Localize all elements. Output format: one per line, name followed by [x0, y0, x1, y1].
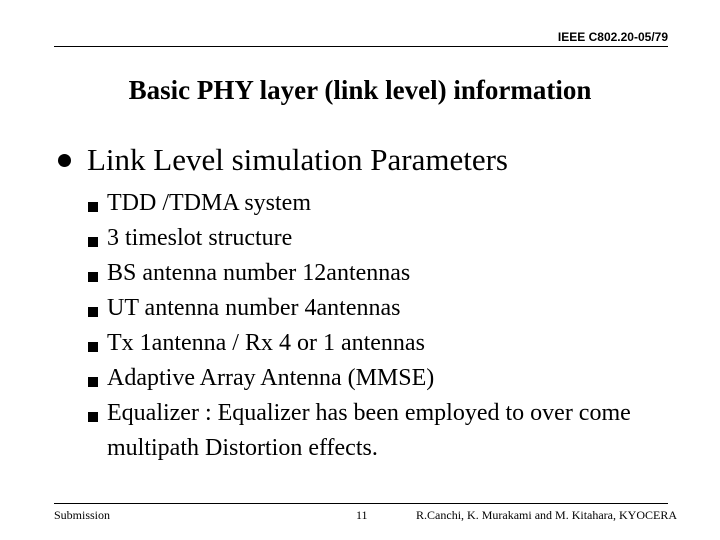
list-item [88, 291, 648, 326]
slide-title: Basic PHY layer (link level) information [128, 75, 592, 105]
list-item-text: Adaptive Array Antenna (MMSE) [107, 365, 435, 391]
square-bullet-icon [88, 342, 98, 352]
page-number: 11 [356, 508, 368, 522]
list-item-text: 3 timeslot structure [107, 225, 293, 251]
square-bullet-icon [88, 307, 98, 317]
list-item-text: Equalizer : Equalizer has been employed to over come multipath Distortion effects. [107, 400, 631, 461]
list-item-text: BS antenna number 12antennas [107, 260, 411, 286]
list-item [88, 361, 648, 396]
main-bullet-text: Link Level simulation Parameters [87, 142, 508, 177]
list-item [88, 186, 648, 221]
parameter-list [88, 186, 648, 466]
document-id: IEEE C802.20-05/79 [557, 30, 668, 44]
square-bullet-icon [88, 272, 98, 282]
list-item-text: UT antenna number 4antennas [107, 295, 401, 321]
list-item [88, 326, 648, 361]
main-bullet [58, 142, 508, 178]
list-item-text: Tx 1antenna / Rx 4 or 1 antennas [107, 330, 425, 356]
bullet-dot-icon [58, 154, 71, 167]
square-bullet-icon [88, 237, 98, 247]
list-item [88, 256, 648, 291]
list-item [88, 221, 648, 256]
list-item [88, 396, 648, 466]
square-bullet-icon [88, 202, 98, 212]
footer-authors: R.Canchi, K. Murakami and M. Kitahara, KYOCERA [416, 508, 677, 522]
square-bullet-icon [88, 377, 98, 387]
footer-divider [54, 503, 668, 504]
footer-submission: Submission [54, 508, 111, 522]
header-divider [54, 46, 668, 47]
list-item-text: TDD /TDMA system [107, 190, 311, 216]
square-bullet-icon [88, 412, 98, 422]
